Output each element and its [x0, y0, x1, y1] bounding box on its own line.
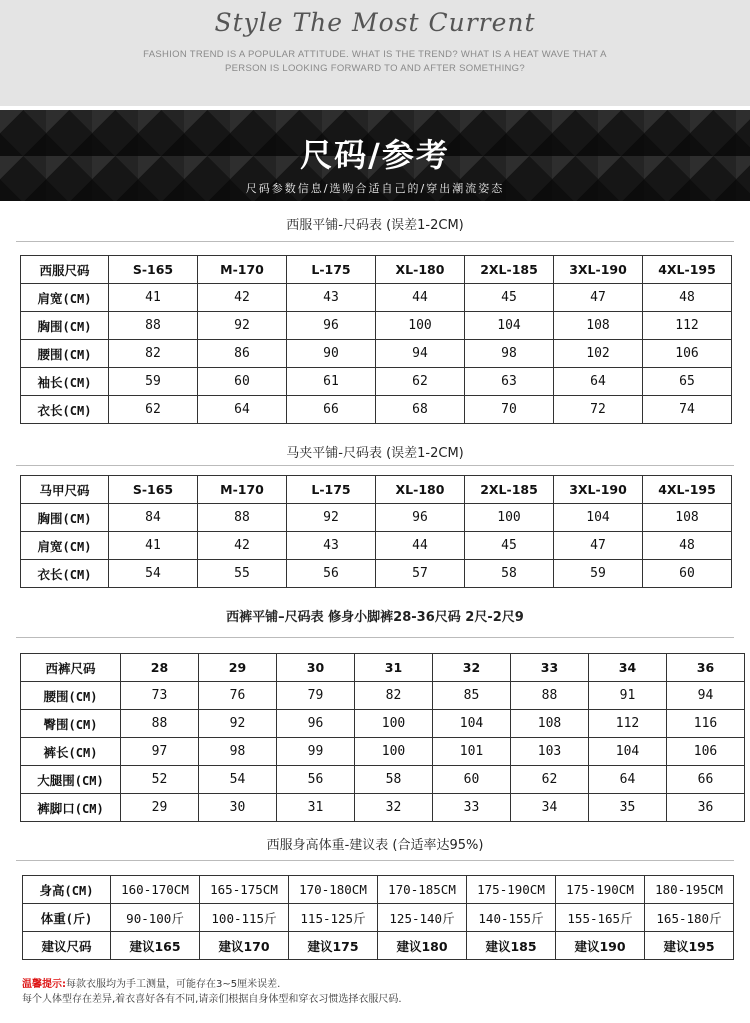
table-cell: 100: [355, 710, 433, 738]
fashion-subtitle: [100, 48, 650, 76]
table-cell: 79: [277, 682, 355, 710]
column-header: S-165: [109, 476, 198, 504]
table-cell: 94: [667, 682, 745, 710]
column-header: 西裤尺码: [21, 654, 121, 682]
row-label: [21, 504, 109, 532]
row-label: [21, 340, 109, 368]
table-cell: 45: [465, 532, 554, 560]
table-cell: 41: [109, 532, 198, 560]
table-row: [23, 904, 734, 932]
row-unit: (CM): [68, 745, 98, 760]
table-cell: 92: [198, 312, 287, 340]
row-unit: (CM): [74, 773, 104, 788]
row-label: [21, 766, 121, 794]
table-cell: 建议190: [556, 932, 645, 960]
table-cell: 82: [355, 682, 433, 710]
column-header: XL-180: [376, 256, 465, 284]
row-unit: (CM): [62, 375, 92, 390]
table-cell: 44: [376, 284, 465, 312]
table-cell: 34: [511, 794, 589, 822]
table-cell: 116: [667, 710, 745, 738]
table-row: [21, 766, 745, 794]
table-cell: 100: [376, 312, 465, 340]
row-label: [21, 560, 109, 588]
table-cell: 92: [199, 710, 277, 738]
row-unit: (CM): [62, 319, 92, 334]
table-cell: 54: [199, 766, 277, 794]
table-cell: 108: [554, 312, 643, 340]
row-label: [23, 876, 111, 904]
table-cell: 175-190CM: [556, 876, 645, 904]
row-label-text: 体重: [40, 910, 66, 926]
column-header: 33: [511, 654, 589, 682]
table-cell: 64: [554, 368, 643, 396]
table-cell: 68: [376, 396, 465, 424]
table-cell: 104: [465, 312, 554, 340]
notes-line2: 每个人体型存在差异,着衣喜好各有不同,请亲们根据自身体型和穿衣习惯选择衣服尺码.: [22, 994, 402, 1005]
tip-label: 温馨提示:: [22, 979, 66, 990]
row-label-text: 腰围: [37, 346, 63, 362]
column-header: L-175: [287, 476, 376, 504]
table-cell: 36: [667, 794, 745, 822]
table-cell: 41: [109, 284, 198, 312]
table-cell: 125-140斤: [378, 904, 467, 932]
table-cell: 47: [554, 532, 643, 560]
table-cell: 160-170CM: [111, 876, 200, 904]
row-label: [21, 532, 109, 560]
table-cell: 82: [109, 340, 198, 368]
table-cell: 56: [277, 766, 355, 794]
table-row: [23, 876, 734, 904]
table-cell: 115-125斤: [289, 904, 378, 932]
table-cell: 99: [277, 738, 355, 766]
table-cell: 88: [121, 710, 199, 738]
table-cell: 建议175: [289, 932, 378, 960]
suit-table-caption: 西服平铺-尺码表 (误差1-2CM): [286, 218, 464, 233]
notes: [22, 977, 732, 1007]
table-cell: 31: [277, 794, 355, 822]
row-unit: (CM): [62, 291, 92, 306]
table-cell: 90: [287, 340, 376, 368]
column-header: XL-180: [376, 476, 465, 504]
table-cell: 建议165: [111, 932, 200, 960]
row-unit: (CM): [68, 689, 98, 704]
table-cell: 42: [198, 532, 287, 560]
table-cell: 104: [433, 710, 511, 738]
table-cell: 62: [109, 396, 198, 424]
table-cell: 104: [589, 738, 667, 766]
table-header-row: [21, 256, 732, 284]
column-header: 2XL-185: [465, 256, 554, 284]
column-header: 3XL-190: [554, 256, 643, 284]
table-cell: 建议180: [378, 932, 467, 960]
table-cell: 108: [511, 710, 589, 738]
table-cell: 88: [109, 312, 198, 340]
table-cell: 建议170: [200, 932, 289, 960]
column-header: 3XL-190: [554, 476, 643, 504]
height-weight-recommend-table: [22, 875, 734, 960]
row-unit: (CM): [62, 539, 92, 554]
row-label-text: 肩宽: [37, 538, 63, 554]
table-cell: 90-100斤: [111, 904, 200, 932]
table-row: [23, 932, 734, 960]
row-label-text: 裤长: [43, 744, 69, 760]
table-cell: 106: [643, 340, 732, 368]
row-label-text: 胸围: [37, 318, 63, 334]
row-label: [21, 794, 121, 822]
table-row: [21, 340, 732, 368]
table-cell: 42: [198, 284, 287, 312]
row-unit: (CM): [62, 403, 92, 418]
row-label-text: 裤脚口: [37, 800, 75, 816]
table-cell: 100: [465, 504, 554, 532]
recommend-table-caption: 西服身高体重-建议表 (合适率达95%): [266, 838, 484, 853]
table-cell: 84: [109, 504, 198, 532]
row-unit: (CM): [74, 801, 104, 816]
column-header: 4XL-195: [643, 256, 732, 284]
divider: [16, 241, 734, 242]
table-cell: 65: [643, 368, 732, 396]
column-header: 34: [589, 654, 667, 682]
table-cell: 建议185: [467, 932, 556, 960]
table-cell: 100-115斤: [200, 904, 289, 932]
column-header: 29: [199, 654, 277, 682]
table-cell: 62: [376, 368, 465, 396]
row-label-text: 衣长: [37, 566, 63, 582]
row-label: [23, 904, 111, 932]
table-cell: 60: [433, 766, 511, 794]
trousers-table-caption: 西裤平铺–尺码表 修身小脚裤28-36尺码 2尺-2尺9: [226, 610, 524, 625]
row-label: [23, 932, 111, 960]
column-header: M-170: [198, 256, 287, 284]
table-cell: 96: [277, 710, 355, 738]
table-cell: 104: [554, 504, 643, 532]
tip-text: 每款衣服均为手工测量，可能存在3~5厘米误差.: [66, 979, 281, 990]
table-cell: 85: [433, 682, 511, 710]
table-cell: 59: [109, 368, 198, 396]
row-label-text: 建议尺码: [41, 938, 92, 954]
table-cell: 165-180斤: [645, 904, 734, 932]
table-cell: 72: [554, 396, 643, 424]
table-cell: 92: [287, 504, 376, 532]
table-cell: 165-175CM: [200, 876, 289, 904]
table-cell: 52: [121, 766, 199, 794]
table-cell: 112: [589, 710, 667, 738]
row-label: [21, 312, 109, 340]
divider: [16, 637, 734, 638]
table-cell: 32: [355, 794, 433, 822]
table-cell: 61: [287, 368, 376, 396]
fashion-subtitle-line2: PERSON IS LOOKING FORWARD TO AND AFTER SOMETHING?: [225, 63, 525, 74]
table-cell: 63: [465, 368, 554, 396]
notes-line1: [22, 977, 732, 992]
row-label: [21, 396, 109, 424]
table-cell: 100: [355, 738, 433, 766]
table-cell: 64: [589, 766, 667, 794]
table-cell: 86: [198, 340, 287, 368]
table-row: [21, 560, 732, 588]
table-cell: 62: [511, 766, 589, 794]
table-cell: 106: [667, 738, 745, 766]
table-row: [21, 794, 745, 822]
column-header: 马甲尺码: [21, 476, 109, 504]
column-header: L-175: [287, 256, 376, 284]
table-row: [21, 504, 732, 532]
table-cell: 175-190CM: [467, 876, 556, 904]
row-unit: (CM): [62, 511, 92, 526]
table-cell: 30: [199, 794, 277, 822]
table-row: [21, 284, 732, 312]
row-unit: (斤): [65, 911, 93, 926]
row-unit: (CM): [68, 717, 98, 732]
table-cell: 180-195CM: [645, 876, 734, 904]
row-unit: (CM): [64, 883, 94, 898]
table-cell: 66: [287, 396, 376, 424]
row-label-text: 腰围: [43, 688, 69, 704]
table-cell: 91: [589, 682, 667, 710]
table-row: [21, 682, 745, 710]
row-label-text: 肩宽: [37, 290, 63, 306]
table-cell: 43: [287, 284, 376, 312]
table-cell: 102: [554, 340, 643, 368]
fashion-subtitle-line1: FASHION TREND IS A POPULAR ATTITUDE. WHAT IS THE TREND? WHAT IS A HEAT WAVE THAT A: [143, 49, 607, 60]
divider: [16, 860, 734, 861]
table-row: [21, 368, 732, 396]
table-cell: 140-155斤: [467, 904, 556, 932]
table-cell: 48: [643, 532, 732, 560]
table-cell: 94: [376, 340, 465, 368]
column-header: 30: [277, 654, 355, 682]
vest-table-caption: 马夹平铺-尺码表 (误差1-2CM): [286, 446, 464, 461]
table-cell: 57: [376, 560, 465, 588]
table-cell: 60: [643, 560, 732, 588]
top-banner: [0, 0, 750, 106]
table-cell: 97: [121, 738, 199, 766]
table-row: [21, 532, 732, 560]
table-cell: 47: [554, 284, 643, 312]
table-cell: 74: [643, 396, 732, 424]
row-label: [21, 710, 121, 738]
row-label-text: 臀围: [43, 716, 69, 732]
table-cell: 60: [198, 368, 287, 396]
column-header: M-170: [198, 476, 287, 504]
table-header-row: [21, 476, 732, 504]
table-cell: 170-185CM: [378, 876, 467, 904]
table-cell: 45: [465, 284, 554, 312]
row-label-text: 大腿围: [37, 772, 75, 788]
table-cell: 44: [376, 532, 465, 560]
table-cell: 建议195: [645, 932, 734, 960]
table-row: [21, 396, 732, 424]
column-header: 西服尺码: [21, 256, 109, 284]
table-cell: 66: [667, 766, 745, 794]
row-unit: (CM): [62, 567, 92, 582]
table-cell: 98: [465, 340, 554, 368]
row-label-text: 袖长: [37, 374, 63, 390]
row-label: [21, 368, 109, 396]
table-cell: 48: [643, 284, 732, 312]
trousers-size-table: [20, 653, 745, 822]
table-cell: 98: [199, 738, 277, 766]
column-header: 2XL-185: [465, 476, 554, 504]
table-cell: 88: [511, 682, 589, 710]
row-label: [21, 284, 109, 312]
table-row: [21, 738, 745, 766]
table-cell: 103: [511, 738, 589, 766]
column-header: 31: [355, 654, 433, 682]
vest-size-table: [20, 475, 732, 588]
table-cell: 54: [109, 560, 198, 588]
table-cell: 155-165斤: [556, 904, 645, 932]
header-subtitle: 尺码参数信息/选购合适自己的/穿出潮流姿态: [245, 182, 505, 195]
column-header: 4XL-195: [643, 476, 732, 504]
table-cell: 101: [433, 738, 511, 766]
table-cell: 70: [465, 396, 554, 424]
table-cell: 55: [198, 560, 287, 588]
table-cell: 59: [554, 560, 643, 588]
column-header: 28: [121, 654, 199, 682]
script-title: Style The Most Current: [214, 8, 536, 37]
row-unit: (CM): [62, 347, 92, 362]
table-cell: 58: [465, 560, 554, 588]
suit-size-table: [20, 255, 732, 424]
table-row: [21, 312, 732, 340]
table-cell: 58: [355, 766, 433, 794]
table-cell: 108: [643, 504, 732, 532]
row-label: [21, 738, 121, 766]
table-cell: 88: [198, 504, 287, 532]
table-cell: 76: [199, 682, 277, 710]
column-header: 36: [667, 654, 745, 682]
table-cell: 112: [643, 312, 732, 340]
column-header: S-165: [109, 256, 198, 284]
table-cell: 96: [287, 312, 376, 340]
table-cell: 33: [433, 794, 511, 822]
table-header-row: [21, 654, 745, 682]
row-label-text: 衣长: [37, 402, 63, 418]
row-label-text: 胸围: [37, 510, 63, 526]
header-title: 尺码/参考: [300, 136, 450, 174]
table-row: [21, 710, 745, 738]
divider: [16, 465, 734, 466]
table-cell: 43: [287, 532, 376, 560]
table-cell: 64: [198, 396, 287, 424]
table-cell: 170-180CM: [289, 876, 378, 904]
row-label: [21, 682, 121, 710]
table-cell: 35: [589, 794, 667, 822]
table-cell: 73: [121, 682, 199, 710]
table-cell: 56: [287, 560, 376, 588]
row-label-text: 身高: [39, 882, 65, 898]
size-reference-header: [0, 110, 750, 201]
table-cell: 29: [121, 794, 199, 822]
table-cell: 96: [376, 504, 465, 532]
column-header: 32: [433, 654, 511, 682]
